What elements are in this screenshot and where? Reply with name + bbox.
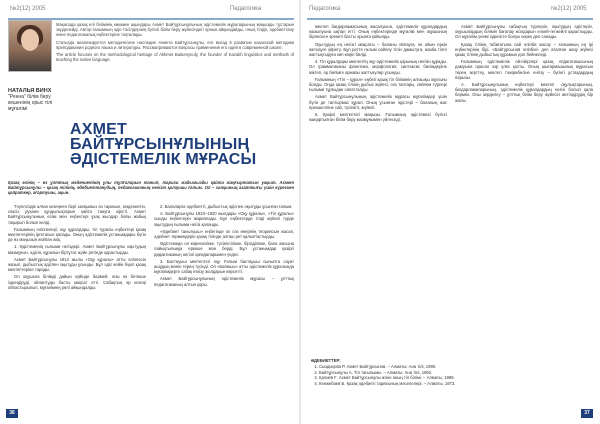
- paragraph: Ахмет Байтұрсынұлының әдістемелік мұрасы мұғалімдер үшін бүгін де таптырмас құрал. Оның ұсынған әдістері – баланың жас ерекшелігіне сай, түсінікті, жүйелі.: [309, 94, 447, 110]
- left-body-column-1: [8, 204, 146, 292]
- abstract-english: The article focuses on the methodological heritage of Akhmet Baitursynuly, the founder of Kazakh linguistics and methods of teaching the native language.: [56, 52, 294, 63]
- left-body-column-2: [154, 204, 294, 289]
- article-lead: Қазақ елінің – өз ұлттық мәдениетінің ұлы тұлғаларын танып, тарихи жадымызды қайта жаңғыртатын уақыт. Ахмет Байтұрсынұлы – қазақ тілінің, әдебиеттанудың, педагогиканың негізін қалаушы ғалым. Ол – халқының азаттығы үшін күрескен қайраткер, ағартушы, ақын.: [8, 180, 294, 196]
- right-body-column-1: [309, 24, 447, 124]
- paragraph: Ғалымның әдістемелік ой-пікірлері қазақ педагогикасының дамуына орасан зор үлес қосты. Оның шығармашылық мұрасын терең зерттеу, мектеп тәжірибесіне енгізу – бүгінгі ұстаздардың парызы.: [455, 59, 593, 80]
- author-photo-face: [21, 29, 39, 51]
- paragraph: 5. Қазіргі мектептегі маңызы. Ғалымның әдістемесі бүгінгі жаңартылған білім беру мазмұнымен үйлеседі.: [309, 112, 447, 123]
- author-role: "Ренна" білім беру кешенінің орыс тілі мұғалімі: [8, 94, 53, 112]
- references-list: [311, 364, 593, 386]
- title-line-3: ӘДІСТЕМЕЛІК МҰРАСЫ: [70, 151, 257, 168]
- references-section: [311, 358, 593, 386]
- paragraph: Оқытудың ең негізгі мақсаты – баланы ойлауға, өз ойын еркін жеткізуге үйрету. Бұл ретте ғалым сөйлеу тілін дамытуға, жазба тілге жаттықтыруға көп көңіл бөлді.: [309, 41, 447, 58]
- paragraph: А. Байтұрсынұлы 1910–1920 жылдары «Оқу құралы», «Тіл құралы» сынды еңбектерін жариялады. Бұл еңбектерде тілді жүйелі түрде оқытудың ғылыми негізі қаланды.: [154, 211, 294, 227]
- left-page: [0, 0, 299, 424]
- reference-item: 4. Кенжебаев Б. Қазақ әдебиеті тарихының мәселелері. – Алматы, 1973.: [319, 381, 593, 386]
- right-page-number: 37: [581, 409, 593, 418]
- paragraph: Ахмет Байтұрсынұлы 1912 жылы «Оқу құралы» атты әліппесін жазып, дыбыстық әдіспен оқытуды ұсынды. Бұл әдіс кейін бүкіл қазақ мектептеріне тарады.: [8, 256, 146, 273]
- paragraph: Әдістемеде ол көрнекілікке, түсініктілікке, бірізділікке, бала жасына лайықтылыққа ерекше мән берді. Бұл ұстанымдар қазіргі дидактиканың негізгі қағидаларымен үндес.: [154, 241, 294, 257]
- reference-item: 2. Байтұрсынұлы А. Тіл тағылымы. – Алматы: Ана тілі, 1992.: [319, 370, 593, 375]
- title-line-1: АХМЕТ: [70, 121, 127, 138]
- references-title: ӘДЕБИЕТТЕР:: [311, 358, 341, 363]
- paragraph: Ахмет Байтұрсынұлының әдістемелік мұрасы – ұлттық педагогиканың алтын қоры.: [154, 276, 294, 287]
- reference-item: 1. Сыздықова Р. Ахмет Байтұрсынов. – Алматы: Ана тілі, 1990.: [319, 364, 593, 369]
- paragraph: «Әдебиет танытқыш» еңбегінде ол сөз өнерінің теориясын жасап, әдебиет терминдерін қазақ тілінде алғаш рет қалыптастырды.: [154, 228, 294, 240]
- abstract-kazakh: Мақалада қазақ елі білімінің көкжиек ақындары Ахмет Байтұрсынұлының әдістемелік мұраларының маңызды тұстарын зерделейді. Автор ғалымның әдіс-тәсілдерінің бүгінгі білім беру жүйесіндегі орнын айқындайды, оның тілдік, әдебиеттану және педагогикалық еңбектеріне тоқталады.: [56, 22, 294, 38]
- reference-item: 3. Қалиев Ғ. Ахмет Байтұрсынұлы және оның тіл білімі. – Алматы, 1998.: [319, 375, 593, 380]
- left-page-number: 36: [6, 409, 18, 418]
- author-block: [8, 88, 68, 112]
- paragraph: 2. Балаларға әдебиетті, дыбыстық әдіспен оқытуды ұсынған ғалым.: [160, 204, 293, 209]
- right-header-rule: [307, 18, 593, 20]
- paragraph: Ғалымның «Тіл – құрал» еңбегі қазақ тіл білімінің алғашқы оқулығы болды. Онда қазақ тілінің дыбыс жүйесі, сөз таптары, сөйлем түрлері ғылыми тұрғыдан сипатталды.: [309, 76, 447, 93]
- title-line-2: БАЙТҰРСЫНҰЛЫНЫҢ: [70, 136, 250, 153]
- article-abstract: [56, 22, 294, 64]
- abstract-russian: Статьяда анализируется методическое наследие Ахмета Байтұрсынұлы, его вклад в развитие казахской методики преподавания родного языка и литературы. Рассматриваются вопросы применения его идей в современной школе.: [56, 39, 294, 50]
- paragraph: А. Байтұрсынұлының еңбектері мектеп оқулықтарының, бағдарламаларының, әдістемелік құралдардың негізі болып қала бермек. Оны зерделеу – ұлттық білім беру жүйесін жетілдірудің бір жолы.: [455, 82, 593, 103]
- author-name: НАТАЛЬЯ ВИНХ: [8, 88, 52, 94]
- left-issue-number: №2(12) 2005: [10, 6, 46, 12]
- right-issue-number: №2(12) 2005: [551, 6, 587, 12]
- right-section-title: Педагогика: [309, 6, 341, 12]
- left-section-title: Педагогика: [230, 6, 262, 12]
- right-page: [301, 0, 600, 424]
- article-title: [70, 122, 298, 167]
- paragraph: 1. Әдістеменің ғылыми негіздері. Ахмет Байтұрсынұлы оқытудың мазмұнын, әдісін, құралын біртұтас жүйе ретінде қарастырды.: [8, 244, 146, 255]
- author-photo: [8, 20, 52, 72]
- paragraph: 4. Тіл құралдары мектептің оқу-әдістемелік қорының негізін құрады. Ол грамматиканы фонетика, морфология, синтаксис бөлімдеріне жіктеп, әр бөлімге арнайы жаттығулар ұсынды.: [309, 59, 447, 75]
- paragraph: мектеп бағдарламасының жасалуына, әдістемелік құралдардың жазылуына ықпал етті. Оның еңбектерінде мұғалім мен оқушының бірлескен әрекеті басты орынға қойылды.: [309, 24, 447, 40]
- paragraph: Қазақ тілінің табиғатына сай әліпби жасау – ғалымның ең ірі еңбектерінің бірі. «Байтұрсынов әліпбиі» деп аталған жазу жүйесі қазақ тілінің дыбыстық құрамын дәл бейнеледі.: [455, 41, 593, 58]
- paragraph: Ғалымның әліппелері, оқу құралдары, тіл туралы еңбектері қазақ мектептерінің іргетасын қалады. Оның әдістемелік ұстанымдары бүгін де өз маңызын жойған жоқ.: [8, 226, 146, 243]
- right-body-column-2: [455, 24, 593, 105]
- paragraph: 3. Бастауыш мектептегі оқу. Ғалым бастауыш сыныпта сауат ашудың мәнін терең түсінді. Ол «Баяншы» атты әдістемелік құралында мұғалімдерге сабақ өткізу жолдарын көрсетті.: [154, 258, 294, 275]
- paragraph: Ол оқушыға білімді дайын күйінде бермей, оны өз бетінше іздендіруді, ойлантуды басты мақсат етті. Сабақтың әр кезеңі ойластырылып, мұғалімнің рөлі айқындалды.: [8, 274, 146, 290]
- paragraph: Тәуелсіздік алған кезеңнен бері халқымыз өз тарихын, мәдениетін, сөзсіз рухани құндылықтарын қайта тануға кірісті. Ахмет Байтұрсынұлының есімі мен еңбектері ұзақ жылдар бойы жабық тақырып болып келді.: [8, 204, 146, 225]
- paragraph: Ахмет Байтұрсынұлы сабақтың түрлерін, оқытудың әдістерін, оқушылардың білімін бағалау жолдарын егжей-тегжейлі қарастырды. Ол мұғалім үнемі ізденісте болуы керек деп санады.: [455, 24, 593, 40]
